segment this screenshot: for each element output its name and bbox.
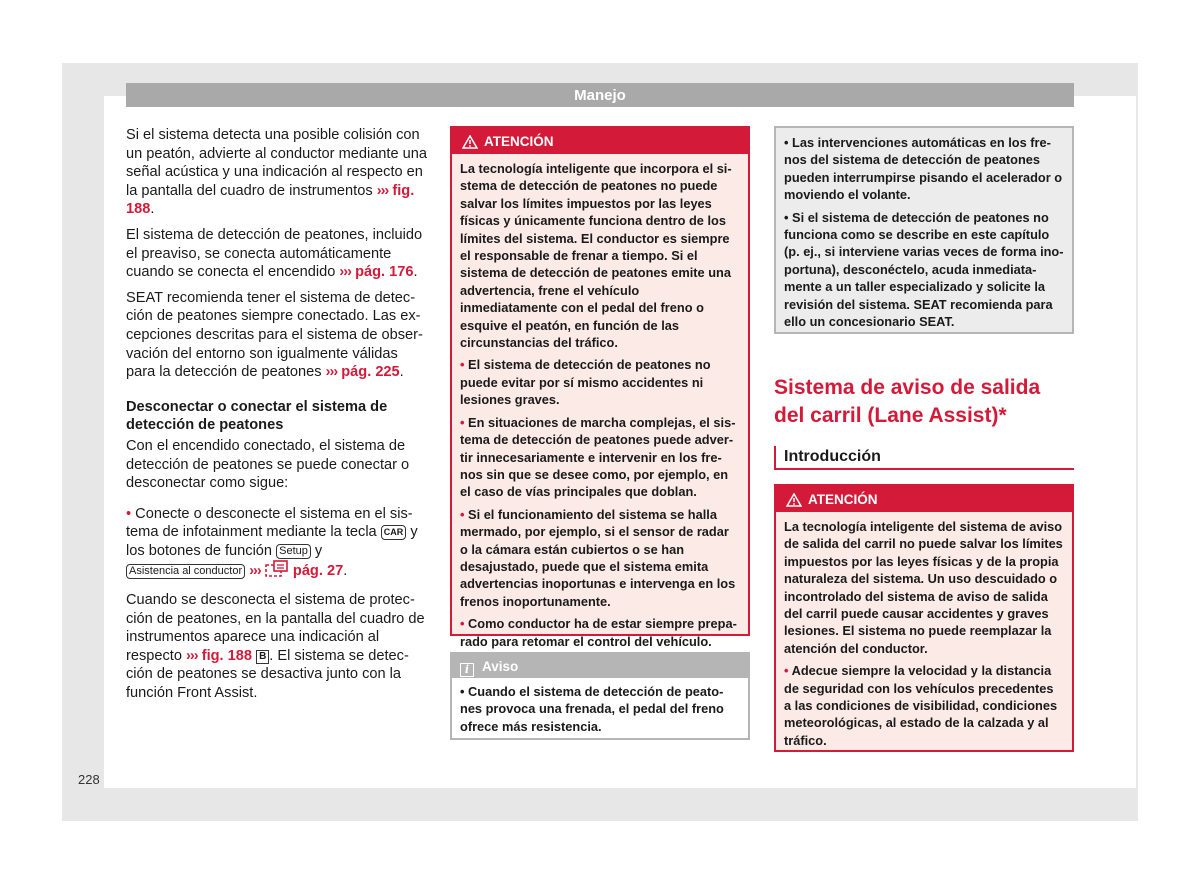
warning-triangle-icon — [462, 135, 478, 149]
warning-bullet: • Adecue siempre la velocidad y la distancia de seguridad con los vehículos precedentes a las condiciones de visibilidad, condiciones meteorológicas, al estado de la calzada y al tráfico. — [784, 663, 1058, 748]
car-key: CAR — [381, 525, 407, 540]
note-body — [452, 678, 748, 745]
warning-header — [776, 486, 1072, 512]
note-header — [452, 654, 748, 678]
paragraph-collision — [126, 126, 428, 219]
figure-callout-letter: B — [256, 650, 269, 664]
page-link[interactable]: pág. 27 — [292, 563, 344, 580]
continuation-bullet: • Las intervenciones automáticas en los frenos del sistema de detección de peatones pueden interrumpirse pisando el acelerador o moviendo el volante. — [784, 135, 1063, 203]
paragraph-auto-on — [126, 226, 428, 282]
warning-bullet: • En situaciones de marcha complejas, el sistema de detección de peatones puede advertir innecesariamente e intervenir en los frenos sin que se desee como, por ejemplo, en el caso de vías principales que doblan. — [460, 414, 736, 500]
info-icon: i — [460, 663, 474, 677]
warning-bullet: • Como conductor ha de estar siempre preparado para retomar el control del vehículo. — [460, 616, 737, 649]
bullet-text: Las intervenciones automáticas en los frenos del sistema de detección de peatones pueden interrumpirse pisando el acelerador o moviendo el volante. — [784, 135, 1063, 203]
warning-title: ATENCIÓN — [484, 134, 554, 149]
punct: . — [150, 201, 155, 218]
driver-assist-key: Asistencia al conductor — [126, 564, 245, 579]
warning-title: ATENCIÓN — [808, 492, 878, 507]
bullet-text: Conecte o desconecte el sistema en el sistema de infotainment mediante la tecla — [126, 505, 413, 541]
paragraph-toggle-intro: Con el encendido conectado, el sistema de detección de peatones se puede conectar o desconectar como sigue: — [126, 437, 410, 492]
paragraph-text: El sistema de detección de peatones, incluido el preaviso, se conecta automáticamente cuando se conecta el encendido — [126, 226, 423, 281]
bullet-text: El sistema de detección de peatones no puede evitar por sí mismo accidentes ni lesiones graves. — [460, 357, 711, 408]
warning-box-pedestrian — [450, 126, 750, 649]
bullet-text: Adecue siempre la velocidad y la distancia de seguridad con los vehículos precedentes a las condiciones de visibilidad, condiciones meteorológicas, al estado de la calzada y al tráfico. — [784, 663, 1058, 748]
ref-arrows: ››› — [339, 264, 351, 281]
paragraph-text: SEAT recomienda tener el sistema de detección de peatones siempre conectado. Las excepciones descritas para el sistema de observación del entorno son igualmente válidas para la detección de peatones — [126, 289, 423, 381]
warning-intro: La tecnología inteligente que incorpora el sistema de detección de peatones no puede salvar los límites impuestos por las leyes físicas y únicamente funciona dentro de los límites del sistema. El conductor es siempre el responsable de frenar a tiempo. Si el sistema de detección de peatones emite una advertencia, frene el vehículo inmediatamente con el pedal del freno o esquive el peatón, en función de las circunstancias del tráfico. — [460, 161, 732, 351]
note-box — [450, 652, 750, 740]
page-number: 228 — [78, 772, 100, 787]
continuation-body — [776, 128, 1072, 341]
punct: . — [413, 264, 418, 281]
note-bullet: • Cuando el sistema de detección de peatones provoca una frenada, el pedal del freno ofrece más resistencia. — [460, 684, 724, 734]
subheading-toggle: Desconectar o conectar el sistema de detección de peatones — [126, 398, 388, 434]
punct: . — [343, 563, 348, 580]
figure-link[interactable]: fig. 188 — [126, 182, 415, 218]
ref-arrows: ››› — [376, 182, 389, 199]
warning-intro: La tecnología inteligente del sistema de aviso de salida del carril no puede salvar los límites impuestos por las leyes físicas y de la propia naturaleza del sistema. Un uso descuidado o incontrolado del sistema de aviso de salida del carril puede causar accidentes y graves lesiones. El sistema no puede reemplazar la atención del conductor. — [784, 519, 1063, 656]
bullet-text: Si el sistema de detección de peatones no funciona como se describe en este capítulo (p. ej., si interviene varias veces de forma inoportuna), desconéctelo, acuda inmediatamente a un taller especializado y solicite la revisión del sistema. SEAT recomienda para ello un concesionario SEAT. — [784, 209, 1064, 330]
figure-link[interactable]: fig. 188 — [201, 647, 252, 664]
paragraph-text: . El sistema se detección de peatones se desactiva junto con la función Front Assist. — [126, 647, 409, 702]
warning-bullet: • Si el funcionamiento del sistema se halla mermado, por ejemplo, si el sensor de radar o la cámara están cubiertos o se han desajustado, puede que el sistema emita advertencias inoportunas e intervenga en los frenos inoportunamente. — [460, 506, 736, 609]
book-reference-icon — [265, 560, 289, 584]
bullet-text: En situaciones de marcha complejas, el sistema de detección de peatones puede advertir innecesariamente e intervenir en los frenos sin que se desee como, por ejemplo, en el caso de vías principales que doblan. — [460, 414, 736, 500]
warning-box-lane-assist — [774, 484, 1074, 752]
bullet-text: y — [314, 542, 323, 559]
warning-continuation-box — [774, 126, 1074, 334]
page-link[interactable]: pág. 176 — [355, 264, 414, 281]
warning-bullet: • El sistema de detección de peatones no puede evitar por sí mismo accidentes ni lesiones graves. — [460, 357, 711, 408]
ref-arrows: ››› — [186, 647, 198, 664]
subsection-title: Introducción — [774, 446, 1074, 470]
continuation-bullet: • Si el sistema de detección de peatones no funciona como se describe en este capítulo (p. ej., si interviene varias veces de forma inoportuna), desconéctelo, acuda inmediatamente a un taller especializado y solicite la revisión del sistema. SEAT recomienda para ello un concesionario SEAT. — [784, 209, 1064, 330]
main-text-column — [126, 126, 428, 710]
paragraph-text: Si el sistema detecta una posible colisión con un peatón, advierte al conductor mediante una señal acústica y una indicación al respecto en la pantalla del cuadro de instrumentos — [126, 127, 428, 199]
paragraph-deactivation — [126, 591, 428, 703]
page-link[interactable]: pág. 225 — [341, 364, 400, 381]
bullet-text: Si el funcionamiento del sistema se halla mermado, por ejemplo, si el sensor de radar o la cámara están cubiertos o se han desajustado, puede que el sistema emita advertencias inoportunas e intervenga en los frenos inoportunamente. — [460, 506, 736, 609]
ref-arrows: ››› — [325, 364, 338, 381]
paragraph-text: Cuando se desconecta el sistema de protección de peatones, en la pantalla del cuadro de instrumentos aparece una indicación al respecto — [126, 592, 425, 664]
bullet-text: Cuando el sistema de detección de peatones provoca una frenada, el pedal del freno ofrece más resistencia. — [460, 684, 724, 734]
bullet-text: Como conductor ha de estar siempre preparado para retomar el control del vehículo. — [460, 616, 737, 649]
section-title: Sistema de aviso de salida del carril (Lane Assist)* — [774, 376, 1041, 427]
warning-triangle-icon — [786, 493, 802, 507]
chapter-header: Manejo — [126, 83, 1074, 107]
warning-header — [452, 128, 748, 154]
bullet-toggle-steps — [126, 505, 428, 584]
warning-body — [452, 154, 748, 650]
setup-key: Setup — [276, 544, 311, 559]
punct: . — [399, 364, 404, 381]
note-title: Aviso — [482, 659, 519, 674]
paragraph-recommendation — [126, 289, 428, 382]
bullet-text: y los botones de función — [126, 524, 418, 559]
bullet-dot: • — [126, 505, 132, 522]
warning-body — [776, 512, 1072, 749]
ref-arrows: ››› — [249, 563, 261, 580]
